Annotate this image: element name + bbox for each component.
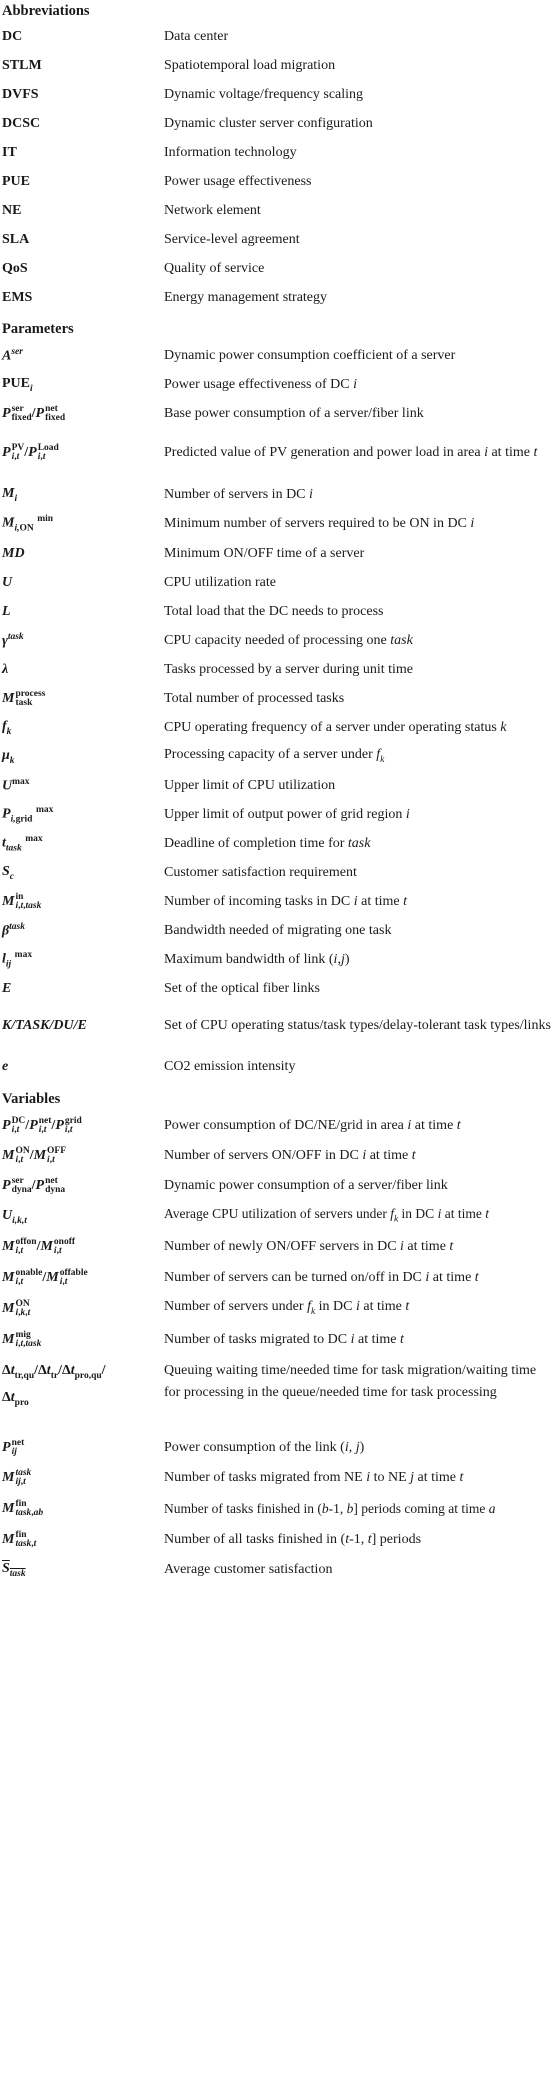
term: MON i,k,t bbox=[2, 1299, 31, 1318]
definition: Set of the optical fiber links bbox=[164, 981, 320, 996]
term: $M_i$ bbox=[2, 486, 18, 504]
term: $P_{i,grid}$ $^{max}$ bbox=[2, 805, 54, 825]
table-row bbox=[0, 55, 558, 77]
table-row bbox=[0, 484, 558, 506]
term: $t_{task}$ $^{max}$ bbox=[2, 834, 43, 854]
term: $A^{ser}$ bbox=[2, 347, 23, 364]
term: $\mu_k$ bbox=[2, 748, 15, 766]
table-row bbox=[0, 258, 558, 280]
definition: Average customer satisfaction bbox=[164, 1562, 333, 1577]
term: DC bbox=[2, 29, 23, 44]
definition: Bandwidth needed of migrating one task bbox=[164, 923, 392, 938]
definition: Energy management strategy bbox=[164, 290, 328, 305]
definition: Power usage effectiveness bbox=[164, 174, 312, 189]
definition: Upper limit of CPU utilization bbox=[164, 778, 336, 793]
table-row bbox=[0, 84, 558, 106]
definition: Spatiotemporal load migration bbox=[164, 58, 336, 73]
definition: Base power consumption of a server/fiber link bbox=[164, 406, 424, 421]
term: Mtask ij,t bbox=[2, 1468, 32, 1487]
table-row bbox=[0, 862, 558, 884]
definition: Number of tasks migrated from NE i to NE j at time t bbox=[164, 1470, 464, 1485]
term: SLA bbox=[2, 232, 30, 247]
definition: Number of newly ON/OFF servers in DC i at time t bbox=[164, 1239, 454, 1254]
term: Moffon i,t /Monoff i,t bbox=[2, 1237, 76, 1256]
term: Mprocess task bbox=[2, 689, 46, 708]
definition: Power consumption of DC/NE/grid in area i at time t bbox=[164, 1118, 461, 1133]
definition: Power usage effectiveness of DC i bbox=[164, 377, 357, 392]
term: DCSC bbox=[2, 116, 41, 131]
table-row bbox=[0, 1526, 558, 1554]
term: e bbox=[2, 1059, 9, 1074]
table-row bbox=[0, 1360, 558, 1426]
term: MD bbox=[2, 546, 25, 561]
definition: Number of servers under $f_k$ in DC i at time t bbox=[164, 1298, 410, 1317]
definition: Number of servers can be turned on/off in DC i at time t bbox=[164, 1270, 479, 1285]
definition: Number of all tasks finished in (t-1, t] periods bbox=[164, 1532, 422, 1547]
definition: Total load that the DC needs to process bbox=[164, 604, 384, 619]
term: Mfin task,t bbox=[2, 1530, 37, 1549]
table-row bbox=[0, 200, 558, 222]
term: QoS bbox=[2, 261, 28, 276]
table-row bbox=[0, 229, 558, 251]
table-row bbox=[0, 345, 558, 367]
definition: Customer satisfaction requirement bbox=[164, 865, 357, 880]
definition: CPU utilization rate bbox=[164, 575, 276, 590]
table-row bbox=[0, 601, 558, 623]
table-row bbox=[0, 1004, 558, 1048]
definition: Number of incoming tasks in DC i at time t bbox=[164, 894, 408, 909]
term: PUE bbox=[2, 174, 30, 189]
definition: Service-level agreement bbox=[164, 232, 300, 247]
table-row bbox=[0, 746, 558, 768]
table-row bbox=[0, 804, 558, 826]
term: PPV i,t /PLoad i,t bbox=[2, 443, 59, 462]
table-row bbox=[0, 1495, 558, 1523]
table-row bbox=[0, 833, 558, 855]
table-row bbox=[0, 543, 558, 565]
table-row bbox=[0, 630, 558, 652]
definition: CPU operating frequency of a server under operating status k bbox=[164, 720, 507, 735]
definition: Maximum bandwidth of link (i,j) bbox=[164, 952, 350, 967]
term: $f_k$ bbox=[2, 719, 12, 737]
term: $PUE_i$ bbox=[2, 376, 33, 394]
table-row bbox=[0, 432, 558, 474]
table-row bbox=[0, 1434, 558, 1462]
definition: Dynamic power consumption of a server/fiber link bbox=[164, 1178, 448, 1193]
section-title-abbreviations: Abbreviations bbox=[2, 3, 90, 19]
table-row bbox=[0, 1203, 558, 1231]
definition: Queuing waiting time/needed time for task migration/waiting time for processing in the queue/needed time for task processing bbox=[164, 1363, 537, 1400]
definition: Dynamic voltage/frequency scaling bbox=[164, 87, 364, 102]
term: IT bbox=[2, 145, 17, 160]
definition: Upper limit of output power of grid region i bbox=[164, 807, 410, 822]
definition: Data center bbox=[164, 29, 229, 44]
definition: Average CPU utilization of servers under $f_k$ in DC i at time t bbox=[164, 1206, 489, 1225]
table-row bbox=[0, 513, 558, 535]
definition: Number of servers ON/OFF in DC i at time t bbox=[164, 1148, 416, 1163]
table-row bbox=[0, 374, 558, 396]
definition: Minimum number of servers required to be ON in DC i bbox=[164, 516, 475, 531]
table-row bbox=[0, 1264, 558, 1292]
definition: Number of tasks migrated to DC i at time t bbox=[164, 1332, 404, 1347]
table-row bbox=[0, 287, 558, 309]
table-row bbox=[0, 978, 558, 1000]
section-title-parameters: Parameters bbox=[2, 321, 74, 337]
table-row bbox=[0, 142, 558, 164]
definition: CPU capacity needed of processing one task bbox=[164, 633, 413, 648]
table-row bbox=[0, 1326, 558, 1354]
term: DVFS bbox=[2, 87, 39, 102]
table-row bbox=[0, 717, 558, 739]
definition: Dynamic cluster server configuration bbox=[164, 116, 373, 131]
definition: Tasks processed by a server during unit time bbox=[164, 662, 414, 677]
table-row bbox=[0, 1464, 558, 1492]
term: Pnet ij bbox=[2, 1438, 25, 1457]
table-row bbox=[0, 1295, 558, 1323]
definition: Set of CPU operating status/task types/delay-tolerant task types/links bbox=[164, 1018, 551, 1033]
term: L bbox=[2, 604, 11, 619]
table-row bbox=[0, 26, 558, 48]
table-row bbox=[0, 686, 558, 712]
definition: Predicted value of PV generation and power load in area i at time t bbox=[164, 445, 538, 460]
term: Monable i,t /Moffable i,t bbox=[2, 1268, 88, 1287]
definition: Dynamic power consumption coefficient of a server bbox=[164, 348, 456, 363]
definition: Total number of processed tasks bbox=[164, 691, 345, 706]
definition: Information technology bbox=[164, 145, 297, 160]
term: STLM bbox=[2, 58, 42, 73]
table-row bbox=[0, 1056, 558, 1078]
term: $M_{i,ON}$ $^{min}$ bbox=[2, 514, 54, 534]
table-row bbox=[0, 1233, 558, 1261]
table-row bbox=[0, 171, 558, 193]
table-row bbox=[0, 1172, 558, 1200]
table-row bbox=[0, 775, 558, 797]
term: EMS bbox=[2, 290, 33, 305]
definition: Network element bbox=[164, 203, 261, 218]
term: Mmig i,t,task bbox=[2, 1330, 42, 1349]
term: λ bbox=[2, 662, 9, 677]
term: $U_{i,k,t}$ bbox=[2, 1208, 27, 1226]
term: MON i,t /MOFF i,t bbox=[2, 1146, 67, 1165]
definition: Power consumption of the link (i, j) bbox=[164, 1440, 365, 1455]
term: $S_c$ bbox=[2, 864, 15, 882]
table-row bbox=[0, 1556, 558, 1584]
term: E bbox=[2, 981, 12, 996]
term: Mfin task,ab bbox=[2, 1499, 44, 1518]
definition: Processing capacity of a server under $f_k$ bbox=[164, 746, 385, 765]
definition: Number of servers in DC i bbox=[164, 487, 313, 502]
term: PDC i,t /Pnet i,t /Pgrid i,t bbox=[2, 1116, 82, 1135]
term: NE bbox=[2, 203, 22, 218]
table-row bbox=[0, 1112, 558, 1140]
definition: Number of tasks finished in (b-1, b] periods coming at time a bbox=[164, 1501, 496, 1516]
term: $l_{ij}$ $^{max}$ bbox=[2, 950, 33, 970]
section-title-variables: Variables bbox=[2, 1091, 61, 1107]
definition: Quality of service bbox=[164, 261, 265, 276]
table-row bbox=[0, 659, 558, 681]
table-row bbox=[0, 889, 558, 915]
definition: Minimum ON/OFF time of a server bbox=[164, 546, 365, 561]
term: Min i,t,task bbox=[2, 892, 42, 911]
term: $\beta^{task}$ bbox=[2, 922, 26, 939]
table-row bbox=[0, 401, 558, 427]
table-row bbox=[0, 1142, 558, 1170]
table-row bbox=[0, 920, 558, 942]
table-row bbox=[0, 949, 558, 971]
table-row bbox=[0, 572, 558, 594]
term: $\gamma^{task}$ bbox=[2, 632, 24, 649]
term: $U^{max}$ bbox=[2, 777, 30, 794]
table-row bbox=[0, 113, 558, 135]
term: K/TASK/DU/E bbox=[2, 1018, 87, 1033]
term: Pser dyna/Pnet dyna bbox=[2, 1176, 66, 1195]
term: U bbox=[2, 575, 13, 590]
definition: CO2 emission intensity bbox=[164, 1059, 296, 1074]
term: $\Delta t_{tr,qu}/\Delta t_{tr}/\Delta t_{pro,qu}/$ $\Delta t_{pro}$ bbox=[2, 1363, 106, 1408]
term: $S_{task}$ bbox=[2, 1561, 26, 1579]
term: Pser fixed/Pnet fixed bbox=[2, 404, 66, 423]
definition: Deadline of completion time for task bbox=[164, 836, 371, 851]
